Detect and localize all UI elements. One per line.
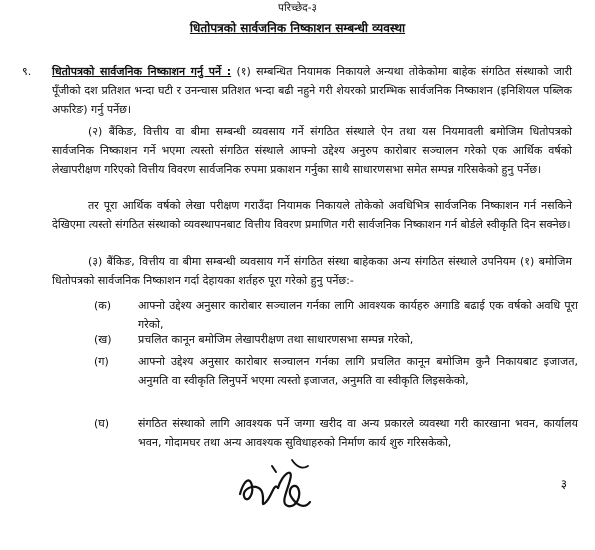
paragraph-1-text: (१) सम्बन्धित नियामक निकायले अन्यथा तोकेकोमा बाहेक संगठित संस्थाको जारी पूँजीको दश प्रतिशत भन्दा घटी र उनन्चास प्रतिशत भन्दा बढी नहुने गरी शेयरको प्रारम्भिक सार्वजनिक निष्काशन (इनिशियल पब्लिक अफरिङ) गर्नु पर्नेछ। [52, 65, 573, 116]
list-item-label: (ग) [94, 355, 109, 368]
list-item-label: (घ) [94, 417, 110, 430]
handwritten-signature [232, 452, 322, 522]
section-number: ९. [22, 65, 32, 78]
paragraph-3: तर पूरा आर्थिक वर्षको लेखा परीक्षण गराउँदा नियामक निकायले तोकेको अवधिभित्र सार्वजनिक निष्काशन गर्न नसकिने देखिएमा त्यस्तो संगठित संस्थाको व्यवस्थापनबाट वित्तीय विवरण प्रमाणित गरी सार्वजनिक निष्काशन गर्न बोर्डले स्वीकृति दिन सक्नेछ। [52, 199, 572, 231]
list-item-label: (क) [94, 299, 112, 312]
list-item-text: आफ्नो उद्देश्य अनुसार कारोबार सञ्चालन गर्नका लागि प्रचलित कानून बमोजिम कुनै निकायबाट इजाजत, अनुमति वा स्वीकृति लिनुपर्ने भएमा त्यस्तो इजाजत, अनुमति वा स्वीकृति लिइसकेको, [138, 355, 578, 387]
chapter-label: परिच्छेद-३ [277, 2, 318, 14]
page-number: ३ [560, 477, 567, 491]
page-title-text: धितोपत्रको सार्वजनिक निष्काशन सम्बन्धी व्यवस्था [189, 21, 406, 35]
list-item-text: प्रचलित कानून बमोजिम लेखापरीक्षण तथा साधारणसभा सम्पन्न गरेको, [138, 333, 414, 346]
list-item-text: संगठित संस्थाको लागि आवश्यक पर्ने जग्गा खरीद वा अन्य प्रकारले व्यवस्था गरी कारखाना भवन, कार्यालय भवन, गोदामघर तथा अन्य आवश्यक सुविधाहरुको निर्माण कार्य शुरु गरिसकेको, [138, 417, 578, 449]
paragraph-2: (२) बैंकिङ, वित्तीय वा बीमा सम्बन्धी व्यवसाय गर्ने संगठित संस्थाले ऐन तथा यस नियमावली बमोजिम धितोपत्रको सार्वजनिक निष्काशन गर्ने भएमा त्यस्तो संगठित संस्थाले आफ्नो उद्देश्य अनुरुप कारोबार सञ्चालन गरेको एक आर्थिक वर्षको लेखापरीक्षण गरिएको वित्तीय विवरण सार्वजनिक रुपमा प्रकाशन गर्नुका साथै साधारणसभा समेत सम्पन्न गरिसकेको हुनु पर्नेछ। [52, 125, 572, 176]
paragraph-1 [52, 62, 572, 119]
list-item-label: (ख) [94, 333, 112, 346]
list-item-text: आफ्नो उद्देश्य अनुसार कारोबार सञ्चालन गर्नका लागि आवश्यक कार्यहरु अगाडि बढाई एक वर्षको अवधि पूरा गरेको, [138, 299, 578, 331]
paragraph-4: (३) बैंकिङ, वित्तीय वा बीमा सम्बन्धी व्यवसाय गर्ने संगठित संस्था बाहेकका अन्य संगठित संस्थाले उपनियम (१) बमोजिम धितोपत्रको सार्वजनिक निष्काशन गर्दा देहायका शर्तहरु पूरा गरेको हुनु पर्नेछ:- [52, 255, 572, 287]
page-title [0, 20, 595, 36]
section-heading: धितोपत्रको सार्वजनिक निष्काशन गर्नु पर्ने : [52, 65, 232, 78]
